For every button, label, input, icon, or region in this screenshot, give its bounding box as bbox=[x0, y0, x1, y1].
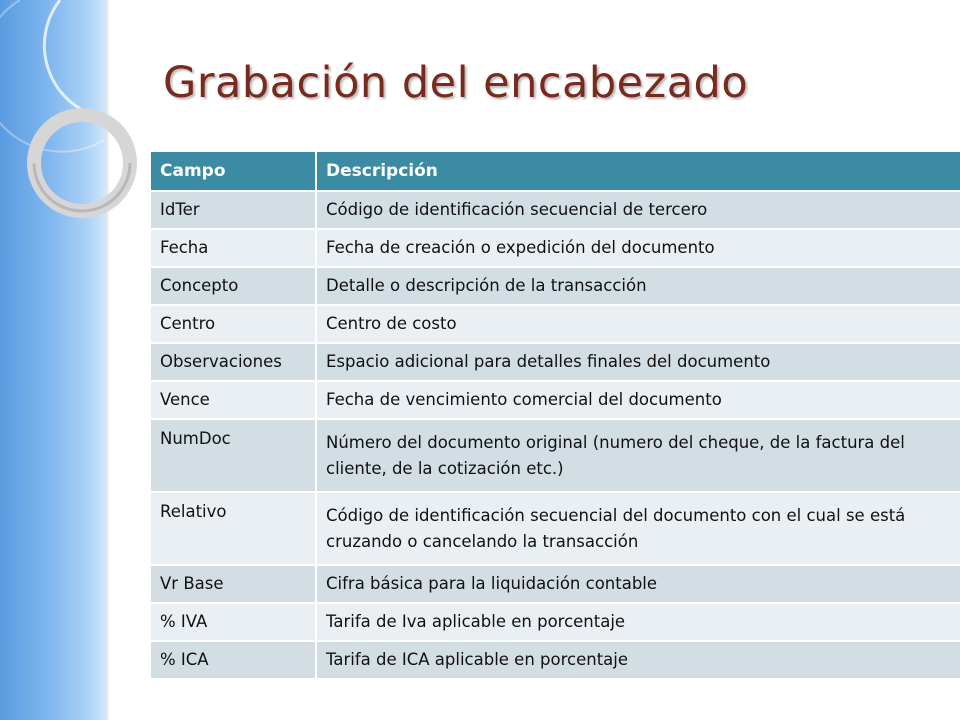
descripcion-cell: Centro de costo bbox=[316, 305, 960, 343]
descripcion-cell: Cifra básica para la liquidación contable bbox=[316, 565, 960, 603]
table-row bbox=[151, 641, 960, 678]
header-descripcion: Descripción bbox=[316, 152, 960, 191]
campo-cell: Vr Base bbox=[151, 565, 316, 603]
table-row bbox=[151, 565, 960, 603]
slide-title: Grabación del encabezado bbox=[163, 58, 749, 108]
table-row bbox=[151, 229, 960, 267]
table-row bbox=[151, 381, 960, 419]
descripcion-cell: Fecha de vencimiento comercial del documento bbox=[316, 381, 960, 419]
descripcion-cell: Detalle o descripción de la transacción bbox=[316, 267, 960, 305]
table-header-row bbox=[151, 152, 960, 191]
descripcion-cell: Código de identificación secuencial de tercero bbox=[316, 191, 960, 229]
table-row bbox=[151, 267, 960, 305]
campo-cell: NumDoc bbox=[151, 419, 316, 492]
campo-cell: % IVA bbox=[151, 603, 316, 641]
fields-table bbox=[151, 152, 960, 678]
table-row bbox=[151, 419, 960, 492]
table-row bbox=[151, 191, 960, 229]
decorative-arc-upper bbox=[44, 0, 104, 118]
campo-cell: Concepto bbox=[151, 267, 316, 305]
descripcion-cell: Tarifa de Iva aplicable en porcentaje bbox=[316, 603, 960, 641]
campo-cell: Observaciones bbox=[151, 343, 316, 381]
descripcion-cell: Tarifa de ICA aplicable en porcentaje bbox=[316, 641, 960, 678]
campo-cell: Vence bbox=[151, 381, 316, 419]
descripcion-cell: Número del documento original (numero del cheque, de la factura del cliente, de la cotización etc.) bbox=[316, 419, 960, 492]
descripcion-cell: Código de identificación secuencial del documento con el cual se está cruzando o cancelando la transacción bbox=[316, 492, 960, 565]
campo-cell: IdTer bbox=[151, 191, 316, 229]
campo-cell: % ICA bbox=[151, 641, 316, 678]
decorative-circles bbox=[0, 0, 160, 240]
campo-cell: Relativo bbox=[151, 492, 316, 565]
table-row bbox=[151, 343, 960, 381]
campo-cell: Fecha bbox=[151, 229, 316, 267]
descripcion-cell: Espacio adicional para detalles finales del documento bbox=[316, 343, 960, 381]
header-campo: Campo bbox=[151, 152, 316, 191]
campo-cell: Centro bbox=[151, 305, 316, 343]
table-row bbox=[151, 305, 960, 343]
table-row bbox=[151, 603, 960, 641]
descripcion-cell: Fecha de creación o expedición del documento bbox=[316, 229, 960, 267]
table-row bbox=[151, 492, 960, 565]
